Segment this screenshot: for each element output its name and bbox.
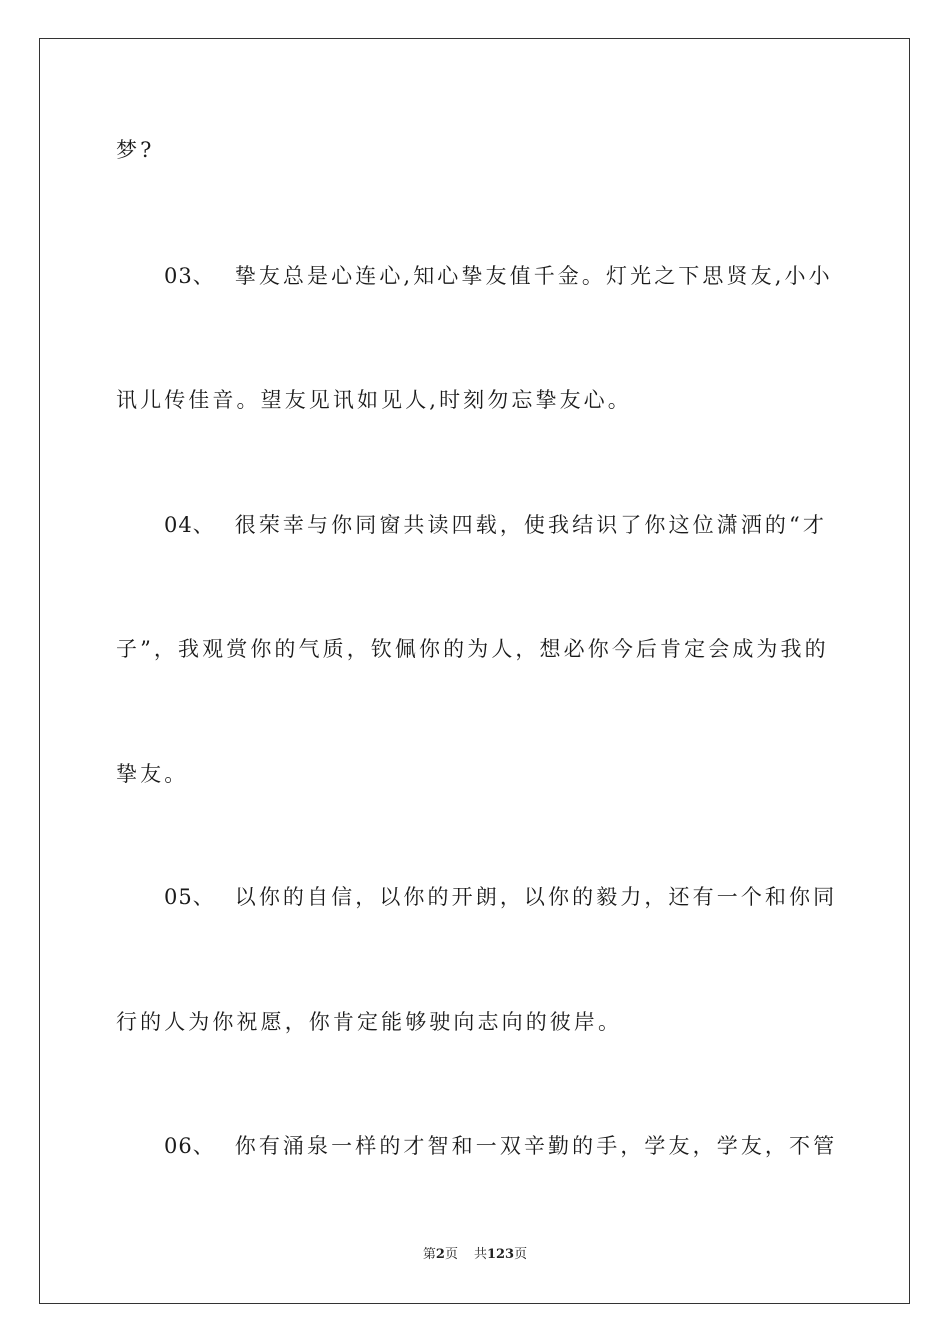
line-text: 挚友。 [116, 762, 189, 786]
line-text: 你有涌泉一样的才智和一双辛勤的手，学友，学友，不管 [234, 1134, 838, 1158]
item-04-line-3 [116, 760, 836, 788]
footer-total-number: 123 [486, 1247, 515, 1262]
item-05-line-1 [164, 883, 884, 911]
line-text: 行的人为你祝愿，你肯定能够驶向志向的彼岸。 [116, 1010, 623, 1034]
text-line-1 [116, 136, 836, 164]
footer-total-prefix: 共 [473, 1247, 487, 1262]
item-05-line-2 [116, 1008, 836, 1036]
page-footer [0, 1246, 950, 1264]
item-06-line-1 [164, 1132, 884, 1160]
item-04-line-2 [116, 635, 836, 663]
item-03-line-1 [164, 262, 884, 290]
line-text: 挚友总是心连心,知心挚友值千金。灯光之下思贤友,小小 [234, 264, 833, 288]
item-03-line-2 [116, 386, 836, 414]
footer-page-prefix: 第 [422, 1247, 436, 1262]
item-number: 05、 [164, 885, 215, 909]
line-text: 讯儿传佳音。望友见讯如见人,时刻勿忘挚友心。 [116, 388, 632, 412]
page-border [39, 38, 910, 1304]
footer-page-suffix: 页 [444, 1247, 458, 1262]
item-number: 03、 [164, 264, 215, 288]
line-text: 以你的自信，以你的开朗，以你的毅力，还有一个和你同 [234, 885, 838, 909]
item-number: 06、 [164, 1134, 215, 1158]
item-number: 04、 [164, 513, 215, 537]
item-04-line-1 [164, 511, 884, 539]
line-text: 子”，我观赏你的气质，钦佩你的为人，想必你今后肯定会成为我的 [116, 637, 829, 661]
line-text: 很荣幸与你同窗共读四载，使我结识了你这位潇洒的“才 [234, 513, 827, 537]
footer-page-number: 2 [435, 1247, 445, 1262]
line-text: 梦? [116, 138, 155, 162]
footer-total-suffix: 页 [514, 1247, 528, 1262]
